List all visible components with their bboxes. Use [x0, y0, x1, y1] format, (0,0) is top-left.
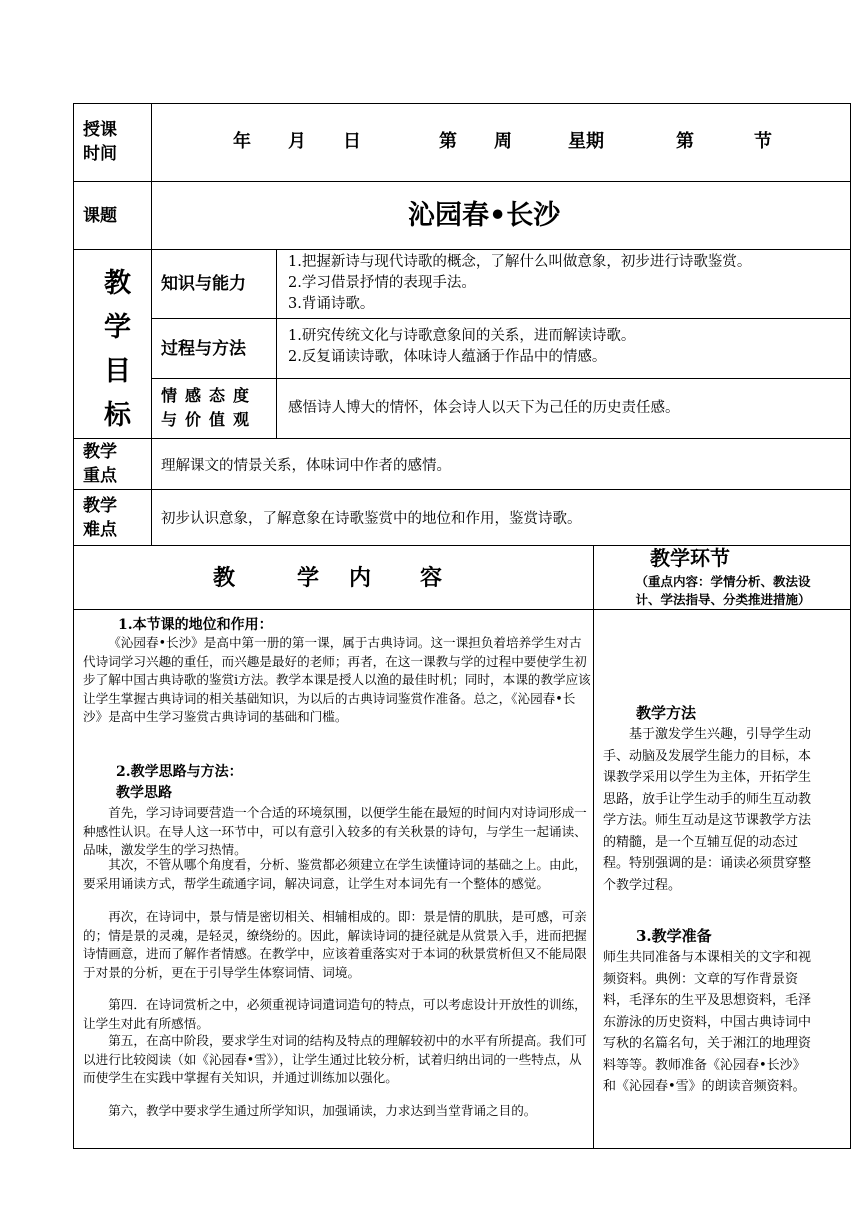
knowledge-line: 1.把握新诗与现代诗歌的概念，了解什么叫做意象，初步进行诗歌鉴赏。 [288, 254, 752, 270]
knowledge-line: 3.背诵诗歌。 [288, 296, 375, 312]
rule-after-content-header [73, 609, 851, 610]
rule-bottom [73, 1148, 851, 1149]
rule-top [73, 103, 851, 104]
section1-title: 1.本节课的地位和作用： [118, 617, 273, 633]
section2-title: 2.教学思路与方法： [116, 764, 243, 780]
rule-after-keypoint [73, 489, 851, 490]
difficulty-label: 教学 难点 [83, 496, 117, 540]
process-text [288, 326, 635, 368]
keypoint-label: 教学 重点 [83, 442, 117, 486]
rule-after-topic [73, 249, 851, 250]
topic-label: 课题 [83, 206, 117, 226]
time-field-day: 日 [343, 131, 361, 152]
time-field-week: 周 [494, 131, 512, 152]
section1-paragraph: 《沁园春•长沙》是高中第一册的第一课，属于古典诗词。这一课担负着培养学生对古代诗词学习兴趣的重任，而兴趣是最好的老师；再者，在这一课教与学的过程中要使学生初步了解中国古典诗歌的鉴赏i方法。教学本课是授人以渔的最佳时机；同时，本课的教学应该让学生掌握古典诗词的相关基础知识，为以后的古典诗词鉴赏作准备。总之，《沁园春•长沙》是高中生学习鉴赏古典诗词的基础和门槛。 [83, 635, 591, 724]
side-header-subtitle: （重点内容：学情分析、教法设 计、学法指导、分类推进措施） [635, 574, 811, 607]
knowledge-label: 知识与能力 [161, 274, 246, 294]
difficulty-text: 初步认识意象，了解意象在诗歌鉴赏中的地位和作用，鉴赏诗歌。 [161, 511, 582, 527]
rule-after-time [73, 181, 851, 182]
process-label: 过程与方法 [161, 339, 246, 359]
time-field-week-prefix: 第 [439, 131, 457, 152]
section2-paragraph: 再次，在诗词中，景与情是密切相关、相辅相成的。即：景是情的肌肤，是可感，可亲的；情是景的灵魂，是轻灵，缭绕纷的。因此，解读诗词的捷径就是从赏景入手，进而把握诗情画意，进而了解作者情感。在教学中，应该着重落实对于本词的秋景赏析但又不能局限于对景的分析，更在于引导学生体察词情、词境。 [83, 909, 587, 980]
side-header-title: 教学环节 [650, 546, 730, 570]
prep-text: 师生共同准备与本课相关的文字和视频资料。典例：文章的写作背景资料，毛泽东的生平及思想资料，毛泽东游泳的历史资料，中国古典诗词中写秋的名篇名句，关于湘江的地理资料等等。教师准备《沁园春•长沙》和《沁园春•雪》的朗读音频资料。 [603, 950, 812, 1094]
section2-paragraph: 第五，在高中阶段，要求学生对词的结构及特点的理解较初中的水平有所提高。我们可以进行比较阅读（如《沁园春•雪》），让学生通过比较分析，试着归纳出词的一些特点，从而使学生在实践中掌握有关知识，并通过训练加以强化。 [83, 1033, 587, 1085]
time-label: 授课 时间 [83, 120, 117, 164]
time-field-year: 年 [233, 131, 251, 152]
time-field-month: 月 [288, 131, 306, 152]
process-line: 1.研究传统文化与诗歌意象间的关系，进而解读诗歌。 [288, 328, 636, 344]
objectives-label-char: 教 [104, 268, 131, 299]
method-title: 教学方法 [636, 704, 697, 722]
section2-subtitle: 教学思路 [116, 785, 172, 801]
method-text: 基于激发学生兴趣，引导学生动手、动脑及发展学生能力的目标，本课教学采用以学生为主体，开拓学生思路，放手让学生动手的师生互动教学方法。师生互动是这节课教学方法的精髓，是一个互辅互促的动态过程。特别强调的是：诵读必须贯穿整个教学过程。 [603, 727, 812, 893]
emotion-label: 情感态度 与价值观 [161, 386, 258, 429]
rule-label-col [151, 103, 152, 545]
section2-paragraph: 第四．在诗词赏析之中，必须重视诗词遣词造句的特点，可以考虑设计开放性的训练，让学生对此有所感悟。 [83, 997, 587, 1031]
section2-paragraph: 首先，学习诗词要营造一个合适的环境氛围，以便学生能在最短的时间内对诗词形成一种感性认识。在导人这一环节中，可以有意引入较多的有关秋景的诗句，与学生一起诵读、品味，激发学生的学习热情。 [83, 805, 587, 857]
rule-left [73, 103, 74, 1148]
section2-paragraph: 第六，教学中要求学生通过所学知识，加强诵读，力求达到当堂背诵之目的。 [108, 1103, 537, 1118]
prep-title: 3.教学准备 [636, 927, 712, 945]
objectives-label-char: 学 [104, 312, 131, 343]
time-field-period: 节 [754, 131, 772, 152]
topic-title: 沁园春•长沙 [408, 200, 561, 231]
emotion-text: 感悟诗人博大的情怀，体会诗人以天下为己任的历史责任感。 [288, 400, 680, 416]
objectives-label [104, 262, 131, 438]
process-line: 2.反复诵读诗歌，体味诗人蕴涵于作品中的情感。 [288, 349, 607, 365]
rule-obj-1 [151, 318, 851, 319]
section2-paragraph: 其次，不管从哪个角度看，分析、鉴赏都必须建立在学生读懂诗词的基础之上。由此，要采用诵读方式，帮学生疏通字词，解决词意，让学生对本词先有一个整体的感觉。 [83, 857, 587, 891]
objectives-label-char: 目 [104, 356, 131, 387]
knowledge-line: 2.学习借景抒情的表现手法。 [288, 275, 476, 291]
keypoint-text: 理解课文的情景关系，体味词中作者的感情。 [161, 458, 451, 474]
rule-sublabel-col [276, 249, 277, 438]
rule-after-difficulty [73, 545, 851, 546]
rule-right [850, 103, 851, 1148]
rule-obj-2 [151, 378, 851, 379]
time-field-weekday: 星期 [568, 131, 604, 152]
rule-after-objectives [73, 438, 851, 439]
rule-side-col [593, 545, 594, 1148]
knowledge-text [288, 252, 751, 315]
objectives-label-char: 标 [104, 400, 131, 431]
time-field-period-prefix: 第 [676, 131, 694, 152]
